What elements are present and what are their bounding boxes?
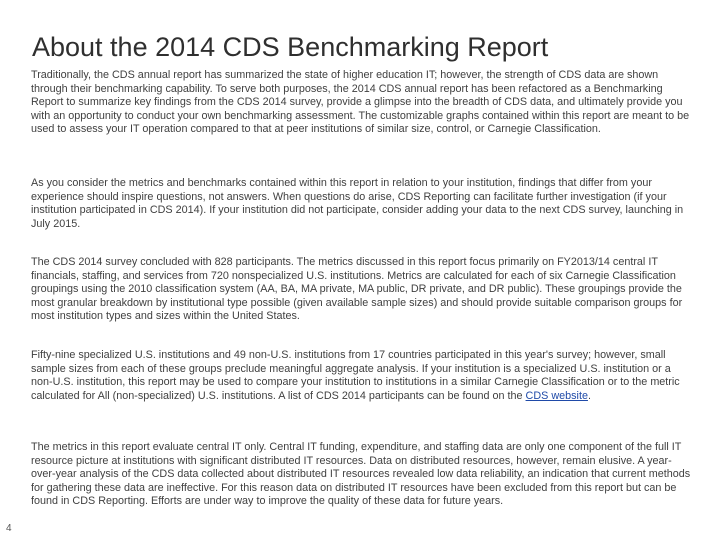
paragraph-central-it-scope: The metrics in this report evaluate central IT only. Central IT funding, expenditure, and staffing data are only one component of the full IT resource picture at institutions with significant distributed IT resources. Data on distributed resources, however, remain elusive. A year-over-year analysis of the CDS data collected about distributed IT resources revealed low data reliability, an indication that current methods for gathering these data are ineffective. For this reason data on distributed IT resources have been excluded from this report but can be found in CDS Reporting. Efforts are under way to improve the quality of these data for future years. — [31, 441, 691, 508]
paragraph-survey-participants: The CDS 2014 survey concluded with 828 participants. The metrics discussed in this report focus primarily on FY2013/14 central IT financials, staffing, and services from 720 nonspecialized U.S. institutions. Metrics are calculated for each of six Carnegie Classification groupings using the 2010 classification system (AA, BA, MA private, MA public, DR private, and DR public). These groupings provide the most granular breakdown by institutional type possible (given available sample sizes) and should provide suitable comparison groups for most institution types and sizes within the United States. — [31, 256, 683, 323]
paragraph-specialized-institutions — [31, 349, 695, 403]
paragraph-report-overview: Traditionally, the CDS annual report has summarized the state of higher education IT; however, the strength of CDS data are shown through their benchmarking capability. To serve both purposes, the 2014 CDS annual report has been refactored as a Benchmarking Report to summarize key findings from the CDS 2014 survey, provide a glimpse into the breadth of CDS data, and ultimately provide you with an opportunity to conduct your own benchmarking assessment. The customizable graphs contained within this report are meant to be used to assess your IT operation compared to that at peer institutions of similar size, control, or Carnegie Classification. — [31, 69, 690, 136]
paragraph-specialized-text: Fifty-nine specialized U.S. institutions and 49 non-U.S. institutions from 17 countries participated in this year's survey; however, small sample sizes from each of these groups preclude meaningful aggregate analysis. If your institution is a specialized U.S. institution or a non-U.S. institution, this report may be used to compare your institution to institutions in a similar Carnegie Classification or to the metric calculated for All (non-specialized) U.S. institutions. A list of CDS 2014 participants can be found on the — [31, 349, 680, 402]
page-title: About the 2014 CDS Benchmarking Report — [32, 32, 549, 63]
cds-website-link[interactable]: CDS website — [525, 389, 588, 402]
page-number: 4 — [6, 523, 12, 534]
paragraph-specialized-period: . — [587, 389, 591, 402]
paragraph-benchmark-guidance: As you consider the metrics and benchmarks contained within this report in relation to your institution, findings that differ from your experience should inspire questions, not answers. When questions do arise, CDS Reporting can facilitate further investigation (if your institution participated in CDS 2014). If your institution did not participate, consider adding your data to the next CDS survey, launching in July 2015. — [31, 177, 684, 230]
